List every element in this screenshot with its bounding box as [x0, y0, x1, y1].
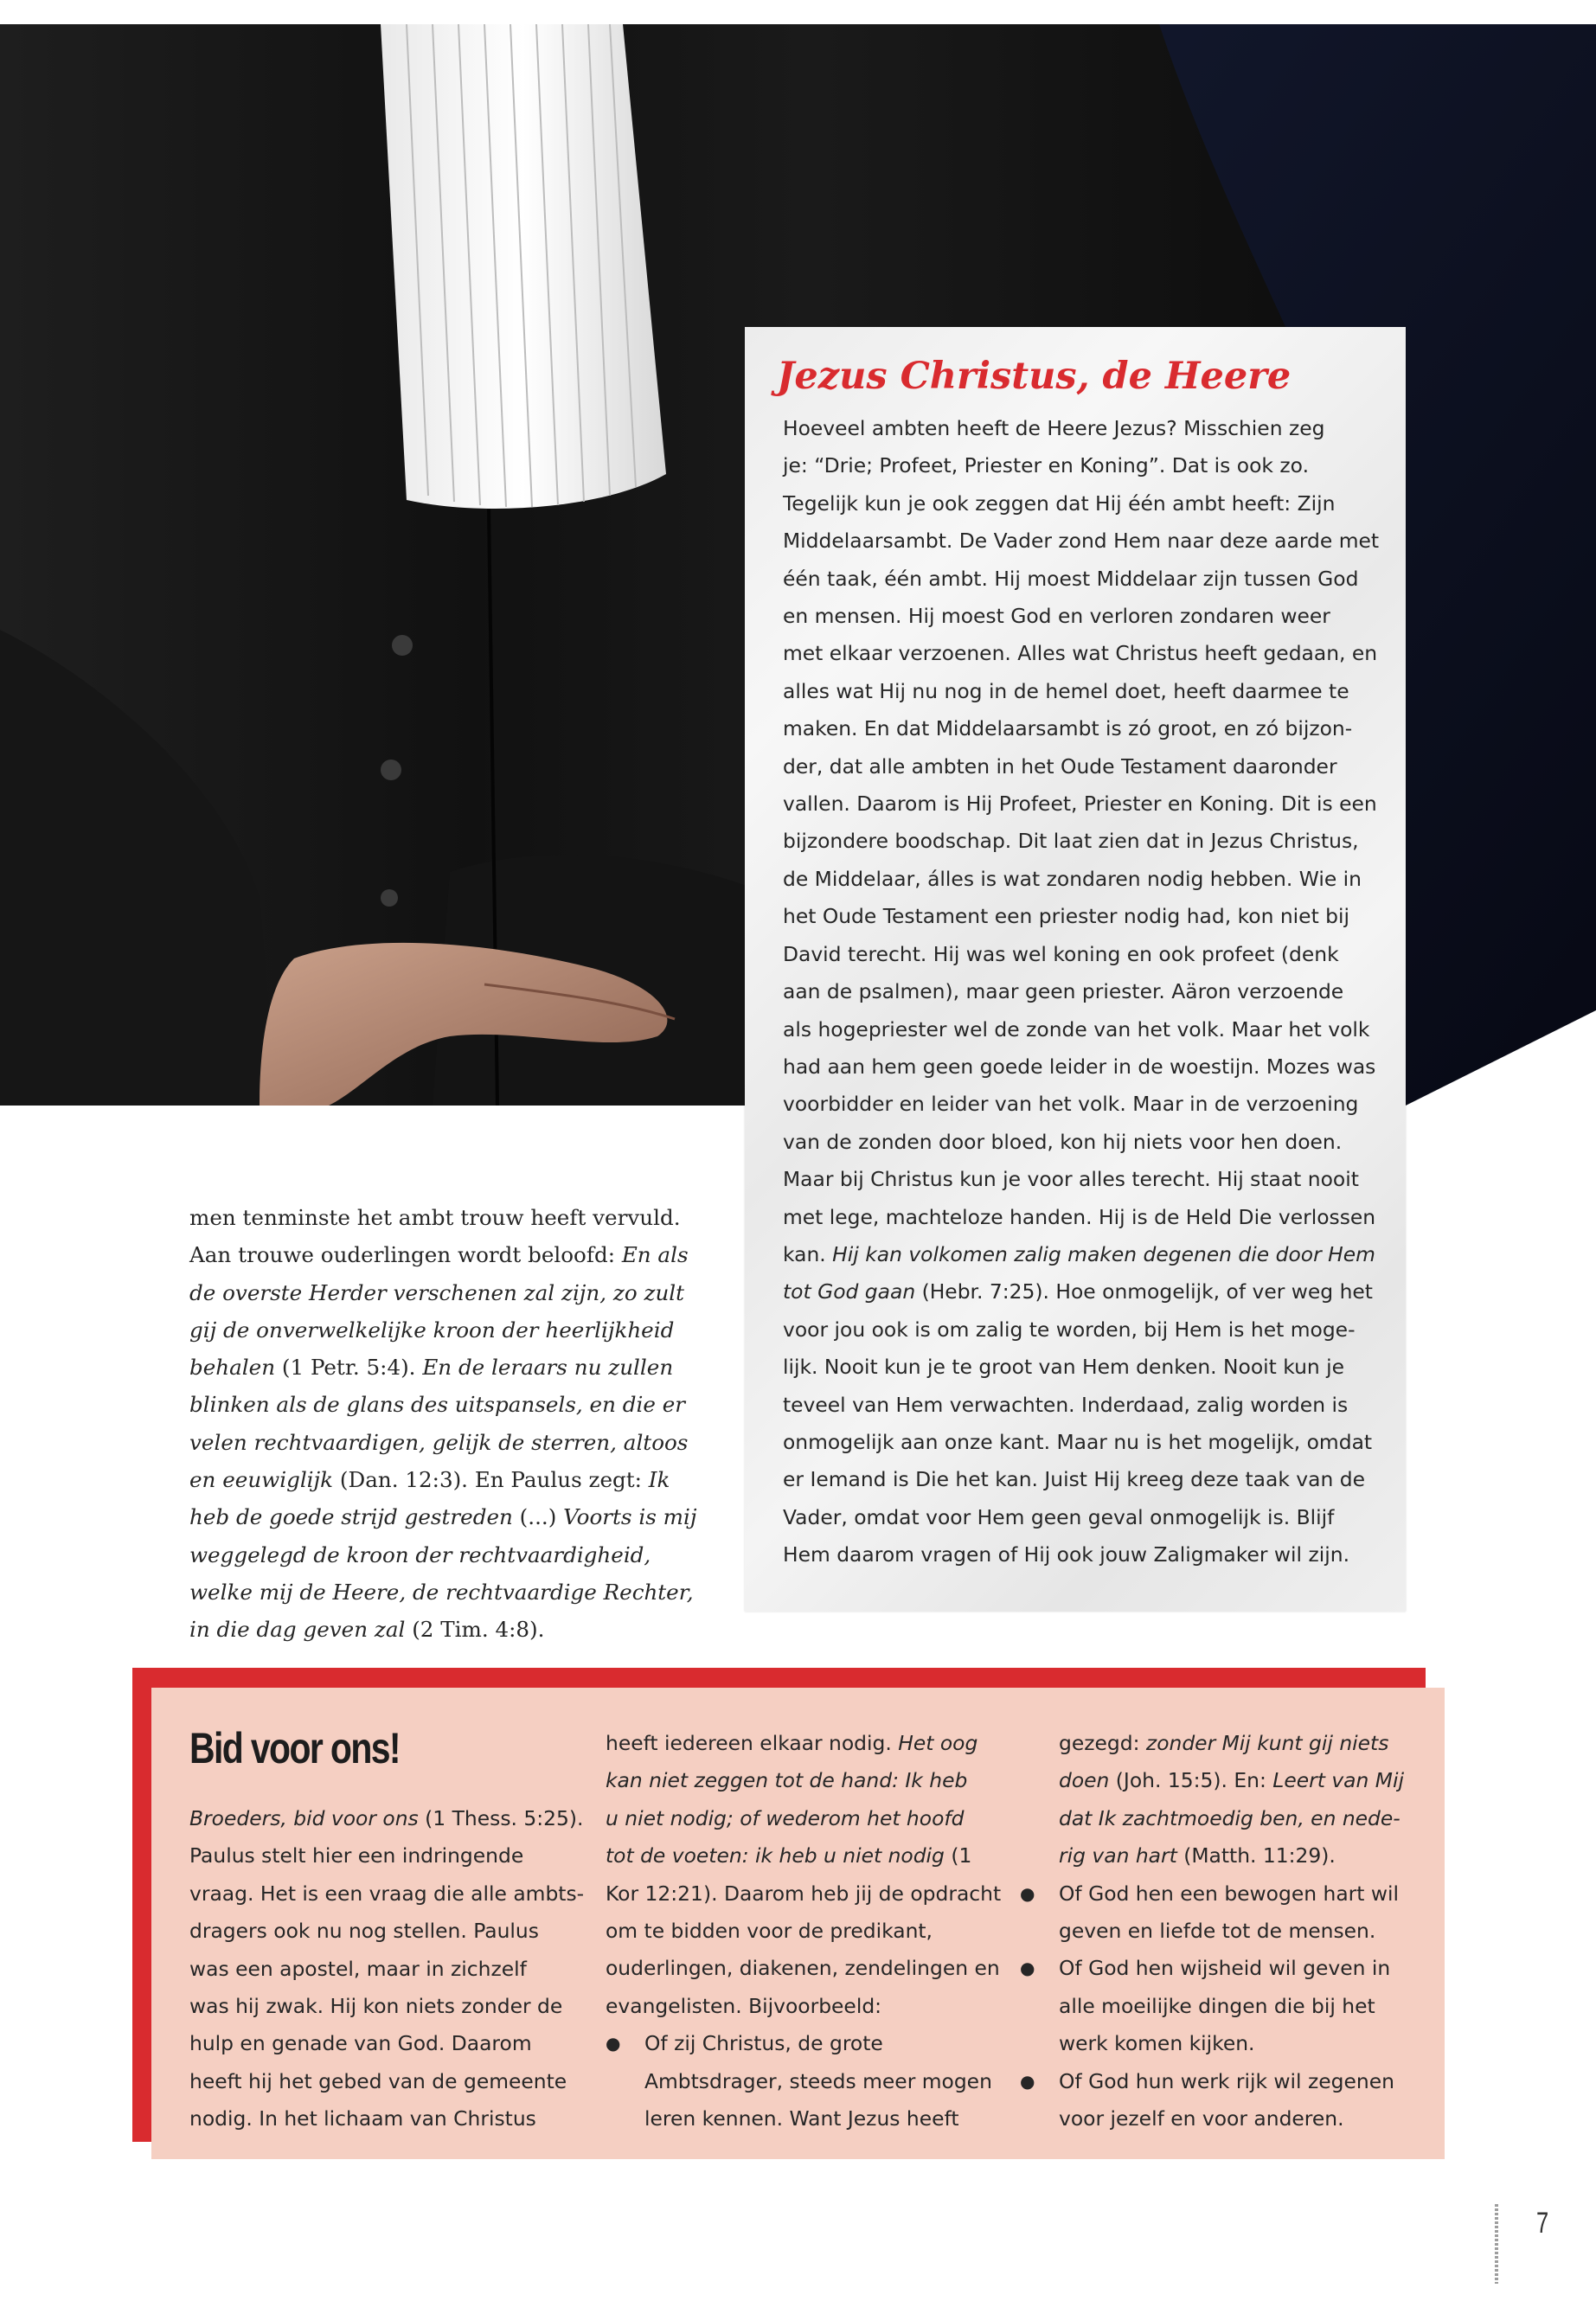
prayer-column-2: heeft iedereen elkaar nodig. Het oog kan niet zeggen tot de hand: Ik heb u niet nodig; of wederom het hoofd tot de voeten: ik heb u niet nodig (1 Kor 12:21). Daarom heb jij de opdracht om te bidden voor de predikant, ouderlingen, diakenen, zendelingen en evangelisten. Bijvoorbeeld: ● Of zij Christus, de grote Ambtsdrager, steeds meer mogen leren kennen. Want Jezus heeft — [606, 1725, 1003, 2138]
prayer-box-title: Bid voor ons! — [189, 1724, 400, 1772]
prayer-column-1: Broeders, bid voor ons (1 Thess. 5:25). Paulus stelt hier een indringende vraag. Het is een vraag die alle ambts- dragers ook nu nog stellen. Paulus was een apostel, maar in zichzelf was hij zwak. Hij kon niets zonder de hulp en genade van God. Daarom heeft hij het gebed van de gemeente nodig. In het lichaam van Christus — [189, 1806, 585, 2131]
prayer-bullet-item: ● Of God hen een bewogen hart wil geven en liefde tot de mensen. — [1059, 1875, 1431, 1951]
sidebar-title: Jezus Christus, de Heere — [777, 355, 1292, 398]
page-number: 7 — [1536, 2207, 1549, 2240]
bullet-icon: ● — [1020, 1958, 1035, 1979]
sidebar-body: Hoeveel ambten heeft de Heere Jezus? Misschien zeg je: “Drie; Profeet, Priester en Koning”. Dat is ook zo. Tegelijk kun je ook zeggen dat Hij één ambt heeft: Zijn Middelaarsambt. De Vader zond Hem naar deze aarde met één taak, één ambt. Hij moest Middelaar zijn tussen God en mensen. Hij moest God en verloren zondaren weer met elkaar verzoenen. Alles wat Christus heeft gedaan, en alles wat Hij nu nog in de hemel doet, heeft daarmee te maken. En dat Middelaarsambt is zó groot, en zó bijzon- der, dat alle ambten in het Oude Testament daaronder vallen. Daarom is Hij Profeet, Priester en Koning. Dit is een bijzondere boodschap. Dit laat zien dat in Jezus Christus, de Middelaar, álles is wat zondaren nodig hebben. Wie in het Oude Testament een priester nodig had, kon niet bij David terecht. Hij was wel koning en ook profeet (denk aan de psalmen), maar geen priester. Aäron verzoende als hogepriester wel de zonde van het volk. Maar het volk had aan hem geen goede leider in de woestijn. Mozes was voorbidder en leider van het volk. Maar in de verzoening van de zonden door bloed, kon hij niets voor hen doen. Maar bij Christus kun je voor alles terecht. Hij staat nooit met lege, machteloze handen. Hij is de Held Die verlossen kan. Hij kan volkomen zalig maken degenen die door Hem tot God gaan (Hebr. 7:25). Hoe onmogelijk, of ver weg het voor jou ook is om zalig te worden, bij Hem is het moge- lijk. Nooit kun je te groot van Hem denken. Nooit kun je teveel van Hem verwachten. Inderdaad, zalig worden is onmogelijk aan onze kant. Maar nu is het mogelijk, omdat er Iemand is Die het kan. Juist Hij kreeg deze taak van de Vader, omdat voor Hem geen geval onmogelijk is. Blijf Hem daarom vragen of Hij ook jouw Zaligmaker wil zijn. — [783, 416, 1380, 1567]
prayer-bullet-item: ● Of zij Christus, de grote Ambtsdrager, steeds meer mogen leren kennen. Want Jezus heeft — [644, 2025, 1003, 2138]
page-number-rule — [1495, 2204, 1498, 2284]
prayer-bullet-item: ● Of God hen wijsheid wil geven in alle moeilijke dingen die bij het werk komen kijken. — [1059, 1950, 1431, 2062]
bullet-icon: ● — [1020, 1882, 1035, 1904]
bullet-icon: ● — [1020, 2070, 1035, 2092]
bullet-icon: ● — [606, 2033, 621, 2054]
left-paragraph: men tenminste het ambt trouw heeft vervuld. Aan trouwe ouderlingen wordt beloofd: En als de overste Herder verschenen zal zijn, zo zult gij de onverwelkelijke kroon der heerlijkheid behalen (1 Petr. 5:4). En de leraars nu zullen blinken als de glans des uitspansels, en die er velen rechtvaardigen, gelijk de sterren, altoos en eeuwiglijk (Dan. 12:3). En Paulus zegt: Ik heb de goede strijd gestreden (...) Voorts is mij weggelegd de kroon der rechtvaardigheid, welke mij de Heere, de rechtvaardige Rechter, in die dag geven zal (2 Tim. 4:8). — [189, 1205, 697, 1643]
left-column-text — [189, 1199, 702, 1649]
prayer-column-3: gezegd: zonder Mij kunt gij niets doen (Joh. 15:5). En: Leert van Mij dat Ik zachtmoedig ben, en nede- rig van hart (Matth. 11:29). ● Of God hen een bewogen hart wil geven en liefde tot de mensen. ● Of God hen wijsheid wil geven in alle moeilijke dingen die bij het werk komen kijken. ● Of God hun werk rijk wil zegenen voor jezelf en voor anderen. — [1059, 1725, 1431, 2138]
prayer-bullet-item: ● Of God hun werk rijk wil zegenen voor jezelf en voor anderen. — [1059, 2063, 1431, 2138]
